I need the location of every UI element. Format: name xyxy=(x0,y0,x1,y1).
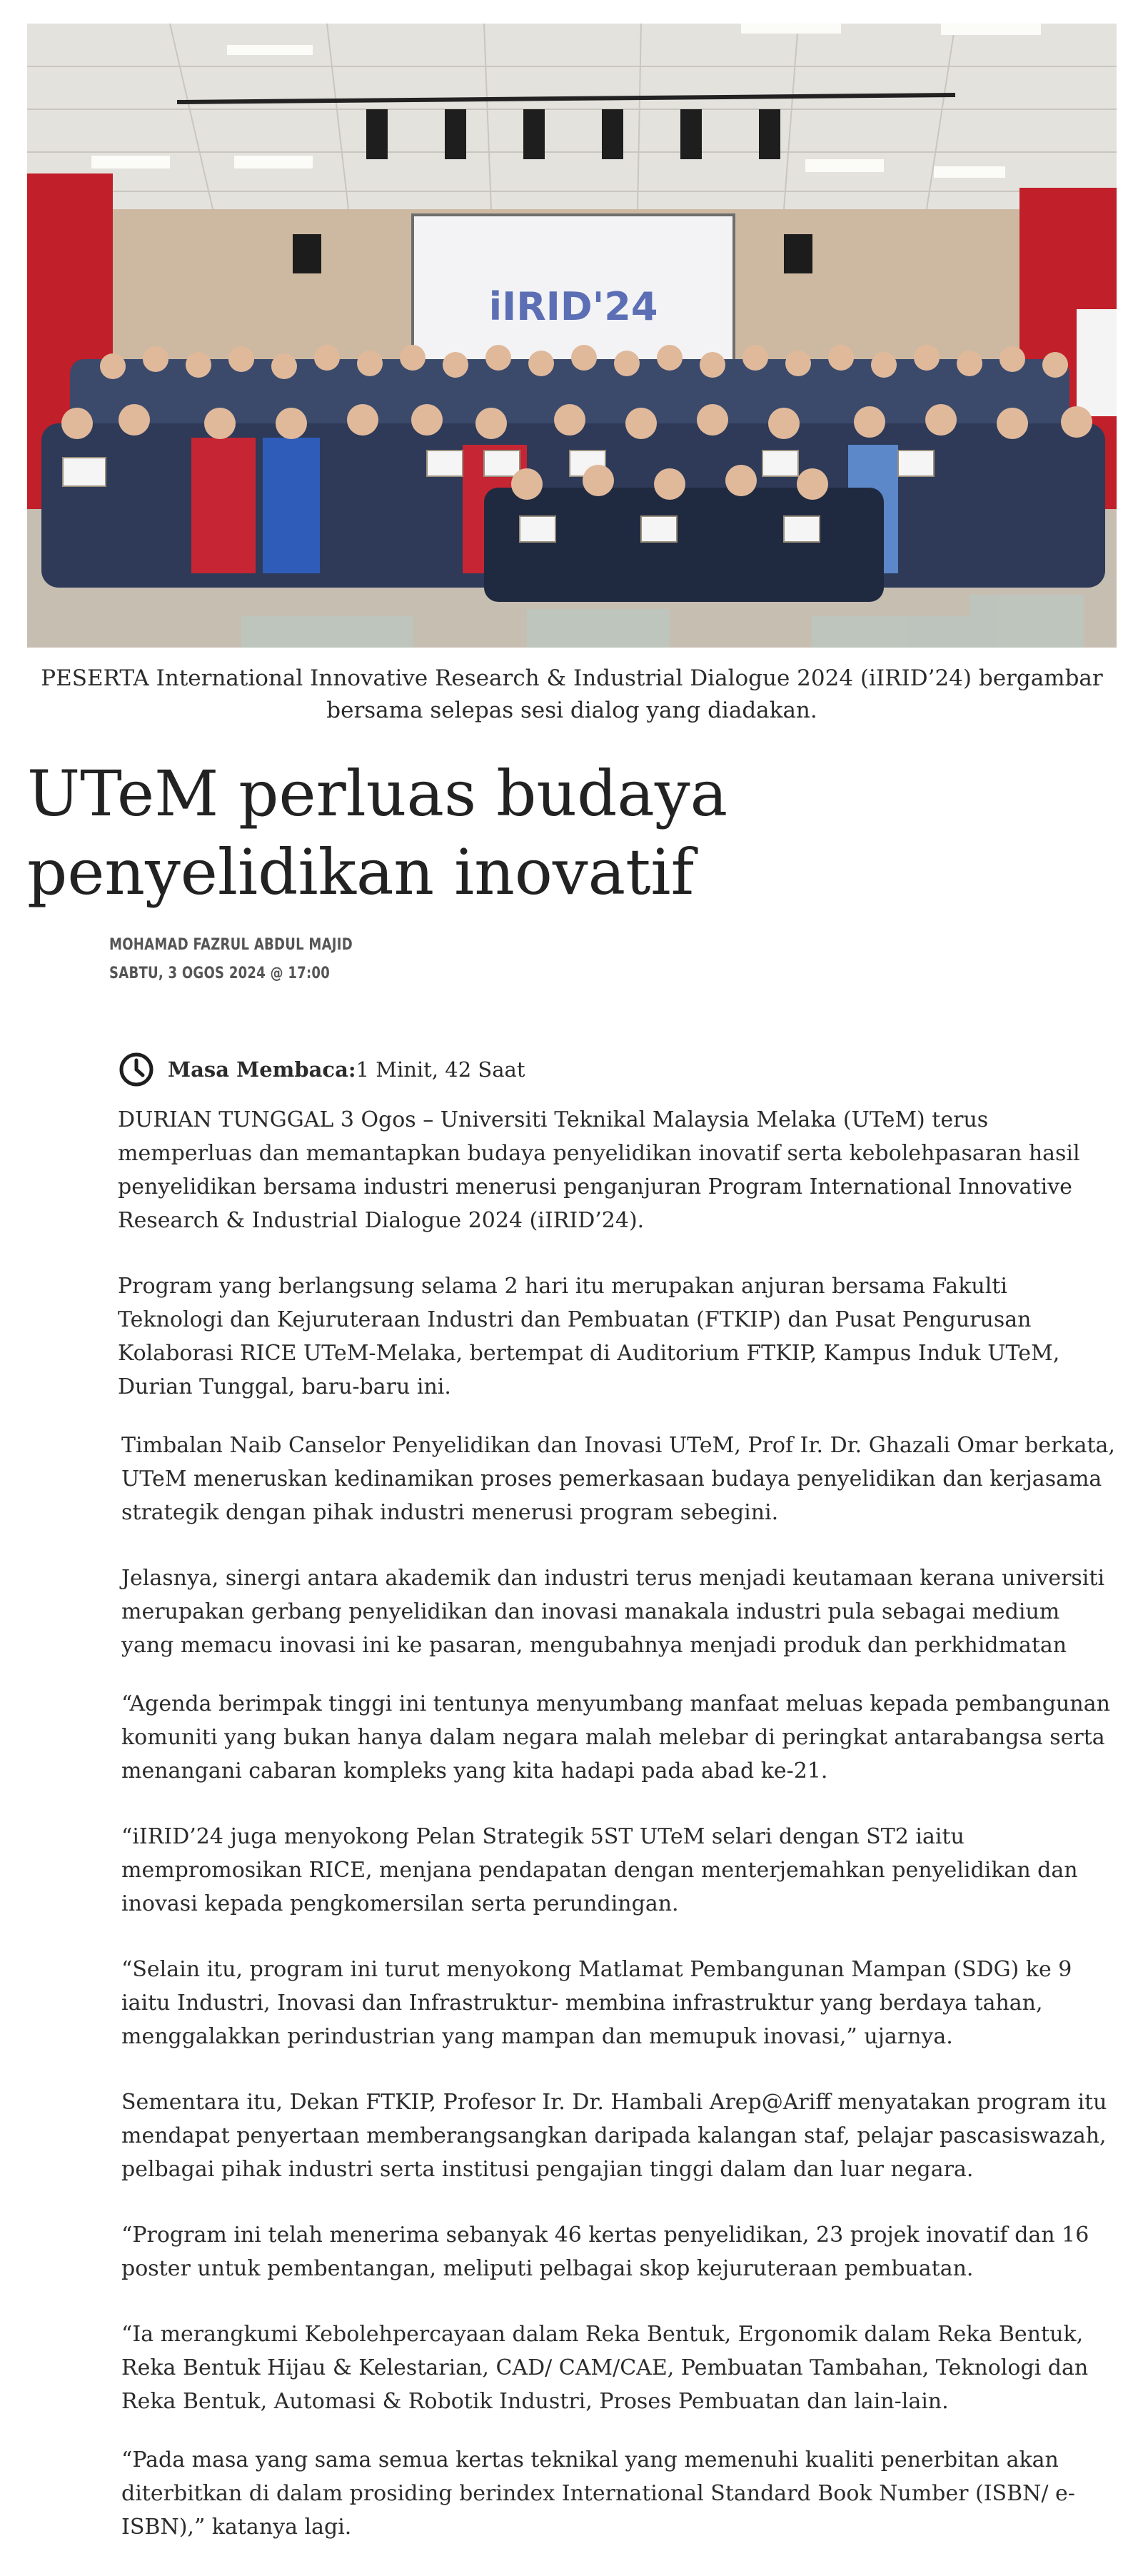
group-photo-illustration xyxy=(27,24,1117,648)
paragraph: “Ia merangkumi Kebolehpercayaan dalam Reka Bentuk, Ergonomik dalam Reka Bentuk, Reka Bentuk Hijau & Kelestarian, CAD/ CAM/CAE, Pembuatan Tambahan, Teknologi dan Reka Bentuk, Automasi & Robotik Industri, Proses Pembuatan dan lain-lain. xyxy=(121,2322,1089,2414)
reading-time xyxy=(118,1050,525,1089)
byline xyxy=(109,931,353,988)
paragraph: “Agenda berimpak tinggi ini tentunya menyumbang manfaat meluas kepada pembangunan komuniti yang bukan hanya dalam negara malah melebar di peringkat antarabangsa serta menangani cabaran kompleks yang kita hadapi pada abad ke-21. xyxy=(121,1691,1110,1783)
hero-photo xyxy=(27,24,1117,648)
reading-time-value: 1 Minit, 42 Saat xyxy=(356,1057,525,1082)
photo-caption: PESERTA International Innovative Research & Industrial Dialogue 2024 (iIRID’24) bergambar bersama selepas sesi dialog yang diadakan. xyxy=(41,665,1103,723)
paragraph: “iIRID’24 juga menyokong Pelan Strategik 5ST UTeM selari dengan ST2 iaitu mempromosikan RICE, menjana pendapatan dengan menterjemahkan penyelidikan dan inovasi kepada pengkomersilan serta perundingan. xyxy=(121,1824,1078,1916)
paragraph: Timbalan Naib Canselor Penyelidikan dan Inovasi UTeM, Prof Ir. Dr. Ghazali Omar berkata, UTeM meneruskan kedinamikan proses pemerkasaan budaya penyelidikan dan kerjasama strategik dengan pihak industri menerusi program sebegini. xyxy=(121,1433,1115,1525)
reading-time-label: Masa Membaca: xyxy=(168,1057,356,1082)
article-title: UTeM perluas budaya penyelidikan inovatif xyxy=(27,757,728,909)
paragraph: “Program ini telah menerima sebanyak 46 kertas penyelidikan, 23 projek inovatif dan 16 poster untuk pembentangan, meliputi pelbagai skop kejuruteraan pembuatan. xyxy=(121,2223,1089,2281)
paragraph: Jelasnya, sinergi antara akademik dan industri terus menjadi keutamaan kerana universiti merupakan gerbang penyelidikan dan inovasi manakala industri pula sebagai medium yang memacu inovasi ini ke pasaran, mengubahnya menjadi produk dan perkhidmatan xyxy=(121,1566,1105,1658)
publish-date: SABTU, 3 OGOS 2024 @ 17:00 xyxy=(109,965,331,982)
paragraph: Program yang berlangsung selama 2 hari itu merupakan anjuran bersama Fakulti Teknologi dan Kejuruteraan Industri dan Pembuatan (FTKIP) dan Pusat Pengurusan Kolaborasi RICE UTeM-Melaka, bertempat di Auditorium FTKIP, Kampus Induk UTeM, Durian Tunggal, baru-baru ini. xyxy=(118,1274,1060,1399)
paragraph: Sementara itu, Dekan FTKIP, Profesor Ir. Dr. Hambali Arep@Ariff menyatakan program itu mendapat penyertaan memberangsangkan daripada kalangan staf, pelajar pascasiswazah, pelbagai pihak industri serta institusi pengajian tinggi dalam dan luar negara. xyxy=(121,2090,1107,2182)
paragraph: “Pada masa yang sama semua kertas teknikal yang memenuhi kualiti penerbitan akan diterbitkan di dalam prosiding berindex International Standard Book Number (ISBN/ e-ISBN),” katanya lagi. xyxy=(121,2447,1075,2540)
clock-icon xyxy=(118,1051,155,1088)
paragraph: “Selain itu, program ini turut menyokong Matlamat Pembangunan Mampan (SDG) ke 9 iaitu Industri, Inovasi dan Infrastruktur- membina infrastruktur yang berdaya tahan, menggalakkan perindustrian yang mampan dan memupuk inovasi,” ujarnya. xyxy=(121,1957,1072,2049)
article-body xyxy=(118,1103,1117,2576)
paragraph: DURIAN TUNGGAL 3 Ogos – Universiti Teknikal Malaysia Melaka (UTeM) terus memperluas dan memantapkan budaya penyelidikan inovatif serta kebolehpasaran hasil penyelidikan bersama industri menerusi penganjuran Program International Innovative Research & Industrial Dialogue 2024 (iIRID’24). xyxy=(118,1107,1080,1233)
author-name[interactable]: MOHAMAD FAZRUL ABDUL MAJID xyxy=(109,936,353,954)
screen-title: iIRID'24 xyxy=(488,284,658,329)
